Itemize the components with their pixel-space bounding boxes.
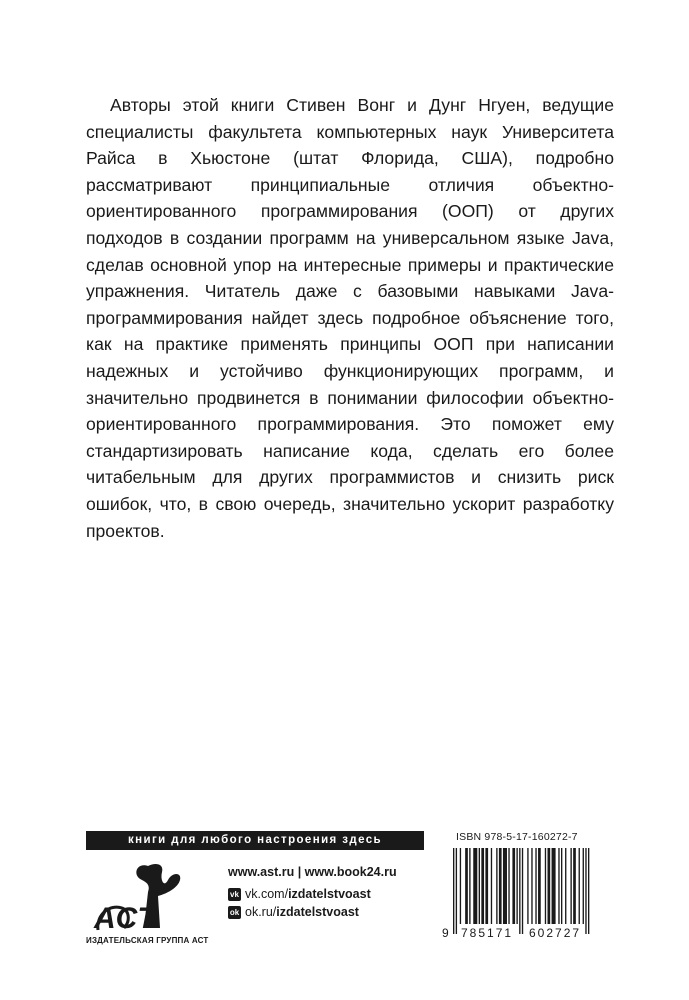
- ok-icon: ok: [229, 907, 240, 917]
- barcode-bar: [503, 848, 507, 924]
- barcode: [441, 848, 603, 940]
- barcode-bar: [499, 848, 502, 924]
- barcode-bar: [585, 848, 586, 934]
- barcode-bar: [465, 848, 468, 924]
- ok-handle: izdatelstvoast: [276, 905, 359, 919]
- barcode-bar: [491, 848, 492, 924]
- barcode-bar: [579, 848, 580, 924]
- vk-link[interactable]: [228, 887, 371, 901]
- publisher-group-name: ИЗДАТЕЛЬСКАЯ ГРУППА АСТ: [86, 936, 209, 945]
- vk-handle: izdatelstvoast: [288, 887, 371, 901]
- barcode-bar: [583, 848, 584, 924]
- ast-logo-icon: [88, 858, 188, 934]
- barcode-bar: [552, 848, 556, 924]
- vk-prefix: vk.com/: [245, 887, 289, 901]
- barcode-bar: [527, 848, 528, 924]
- barcode-bar: [565, 848, 566, 924]
- barcode-bar: [496, 848, 497, 924]
- website-links[interactable]: www.ast.ru | www.book24.ru: [228, 865, 397, 879]
- barcode-bars: [453, 848, 589, 934]
- barcode-bar: [516, 848, 517, 924]
- ok-link[interactable]: [228, 905, 359, 919]
- barcode-bar: [512, 848, 515, 924]
- barcode-bar: [531, 848, 532, 924]
- barcode-bar: [456, 848, 457, 934]
- barcode-bar: [522, 848, 523, 934]
- logo-text: ACT: [94, 902, 156, 934]
- barcode-bar: [548, 848, 551, 924]
- barcode-bar: [538, 848, 541, 924]
- barcode-right-digits: 602727: [529, 926, 582, 940]
- barcode-bar: [453, 848, 454, 934]
- barcode-first-digit: 9: [442, 926, 449, 940]
- barcode-bar: [473, 848, 477, 924]
- barcode-bar: [570, 848, 571, 924]
- ok-prefix: ok.ru/: [245, 905, 277, 919]
- vk-icon: vk: [228, 888, 241, 901]
- barcode-bar: [519, 848, 520, 934]
- barcode-bar: [545, 848, 546, 924]
- barcode-bar: [573, 848, 576, 924]
- barcode-bar: [481, 848, 484, 924]
- barcode-bar: [479, 848, 480, 924]
- barcode-bar: [535, 848, 536, 924]
- tagline-banner: книги для любого настроения здесь: [86, 831, 424, 850]
- barcode-bar: [561, 848, 562, 924]
- barcode-bar: [558, 848, 559, 924]
- barcode-bar: [469, 848, 470, 924]
- barcode-left-digits: 785171: [461, 926, 514, 940]
- isbn-number: ISBN 978-5-17-160272-7: [456, 831, 578, 843]
- barcode-bar: [460, 848, 461, 924]
- barcode-bar: [588, 848, 589, 934]
- annotation-paragraph: Авторы этой книги Стивен Вонг и Дунг Нгуен, ведущие специалисты факультета компьютерных наук Университета Райса в Хьюстоне (штат Флорида, США), подробно рассматривают принципиальные отличия объектно-ориентированного программирования (ООП) от других подходов в создании программ на универсальном языке Java, сделав основной упор на интересные примеры и практические упражнения. Читатель даже с базовыми навыками Java-программирования найдет здесь подробное объяснение того, как на практике применять принципы ООП при написании надежных и устойчиво функционирующих программ, и значительно продвинется в понимании философии объектно-ориентированного программирования. Это поможет ему стандартизировать написание кода, сделать его более читабельным для других программистов и снизить риск ошибок, что, в свою очередь, значительно ускорит разработку проектов.: [86, 95, 614, 541]
- barcode-bar: [508, 848, 509, 924]
- barcode-bar: [485, 848, 488, 924]
- book-annotation: [86, 92, 614, 544]
